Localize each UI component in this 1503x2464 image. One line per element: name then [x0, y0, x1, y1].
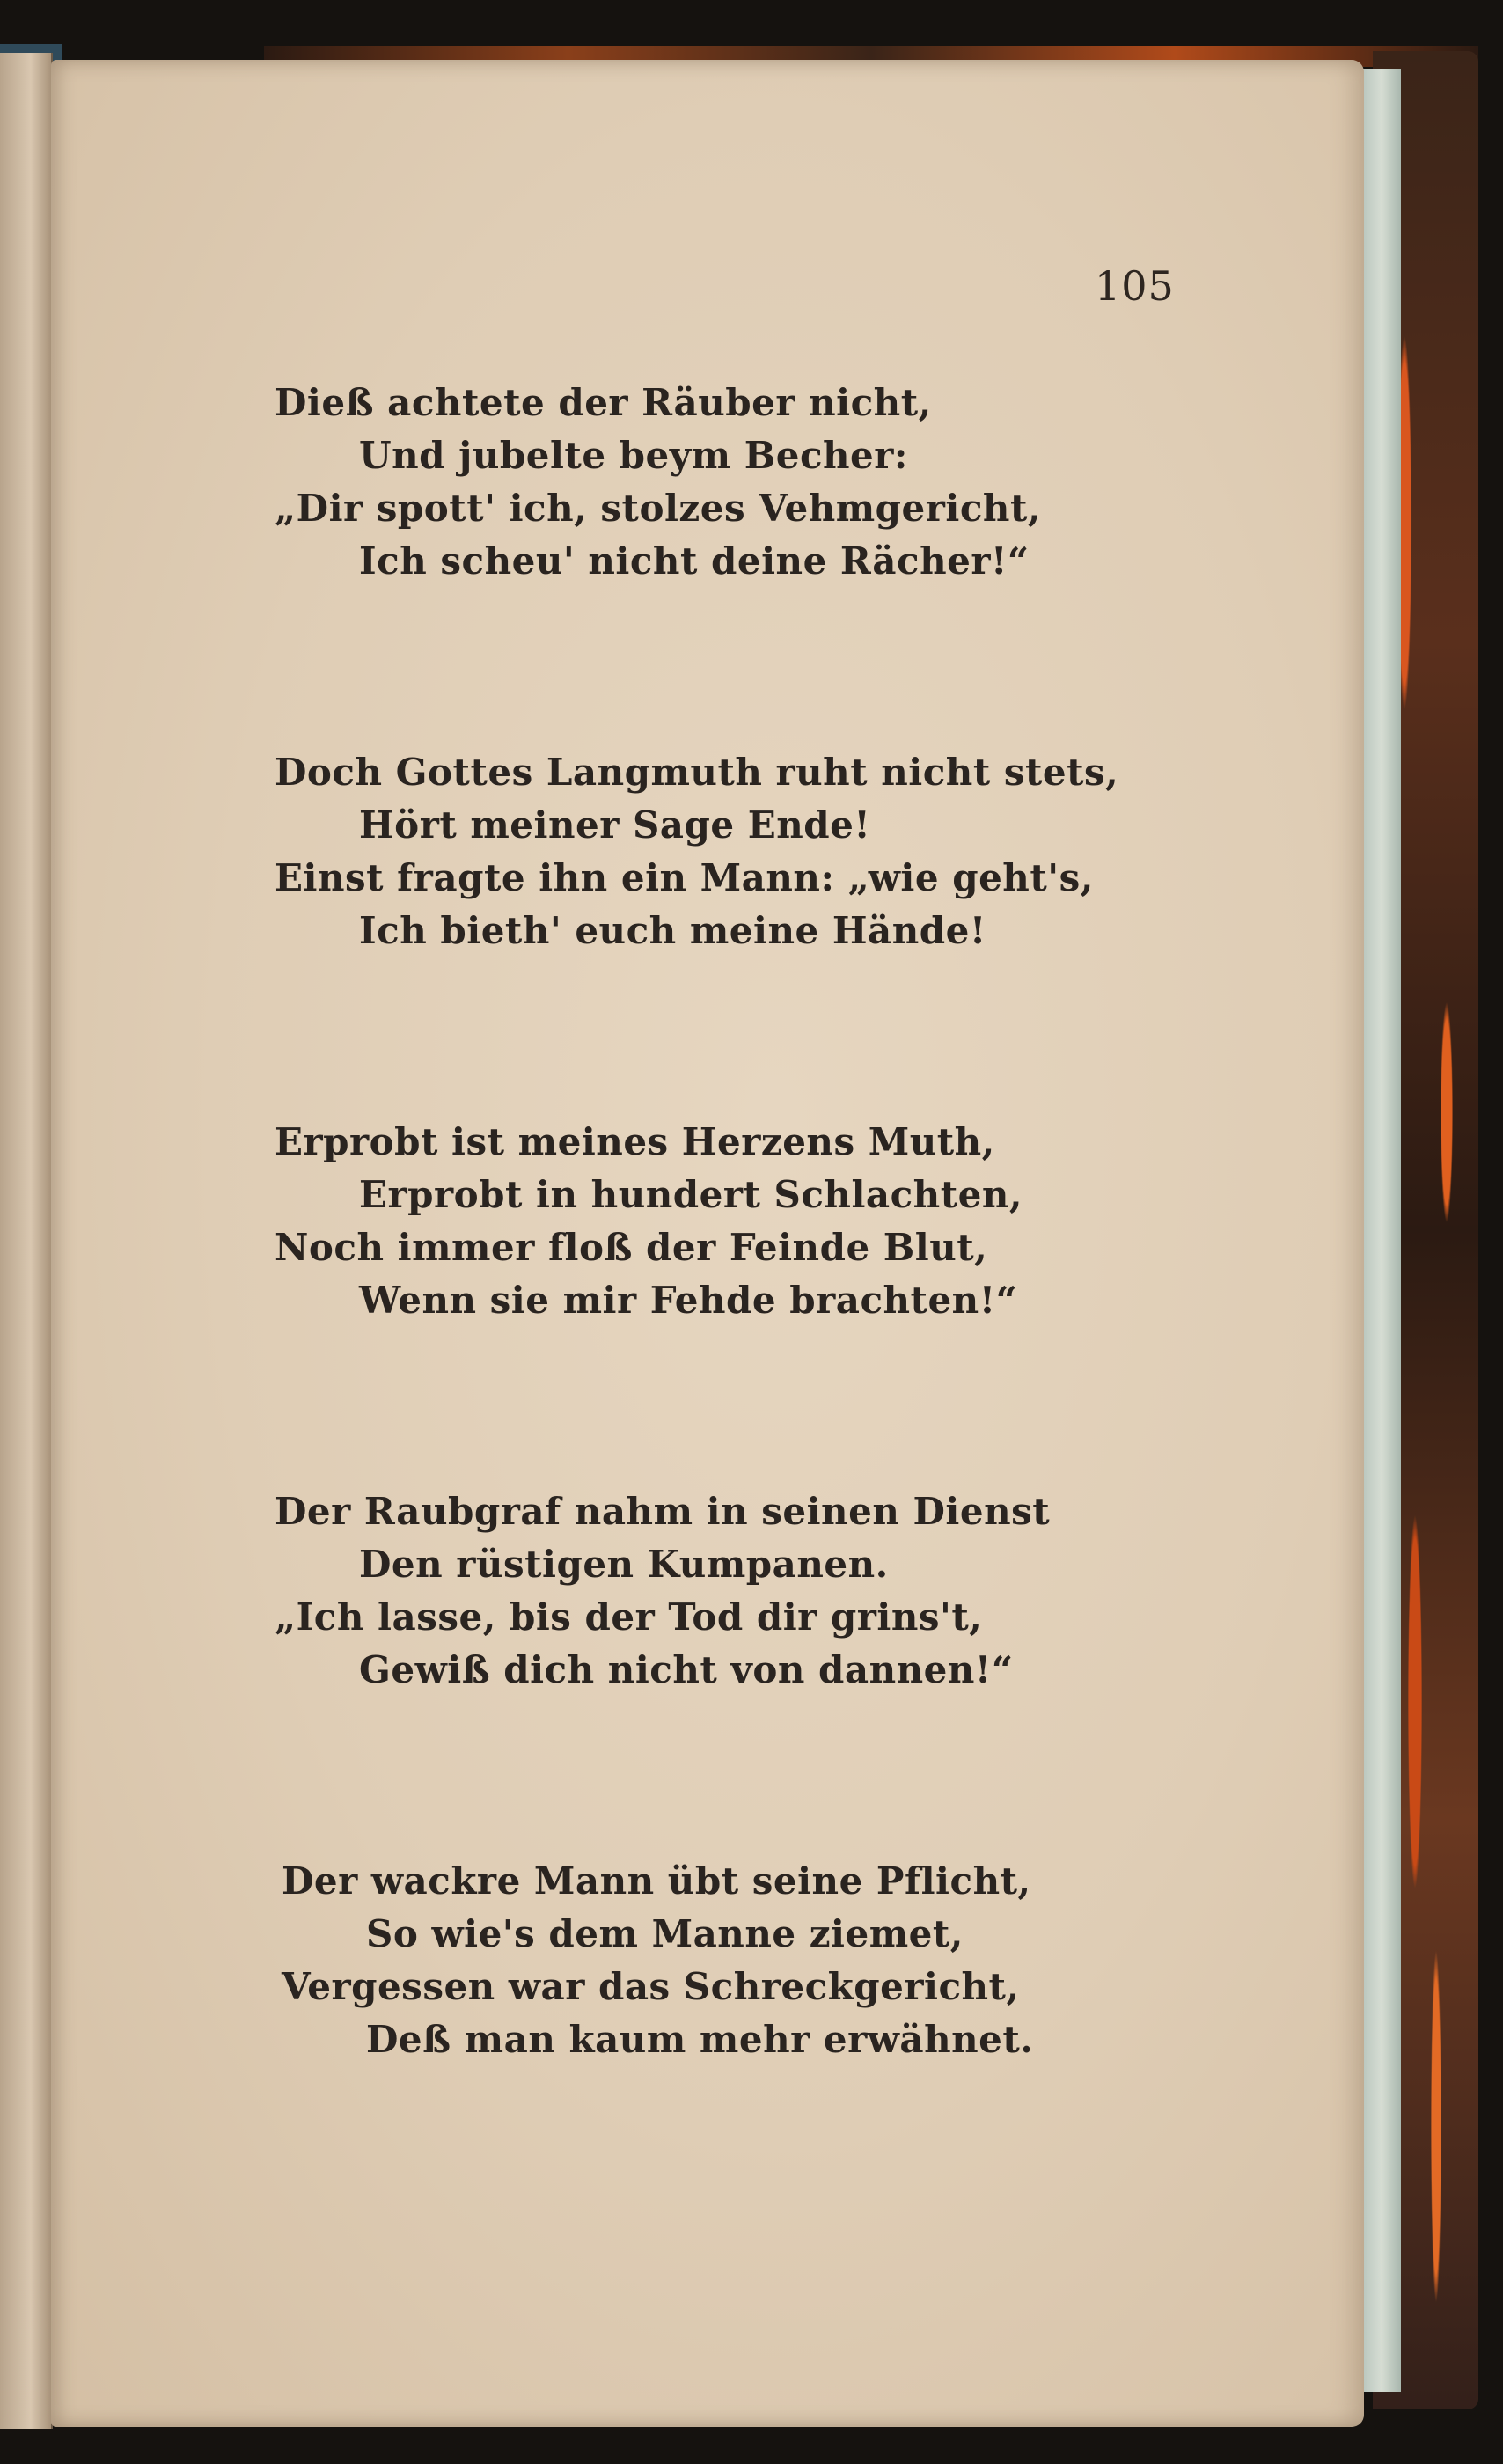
- verse-line: Der wackre Mann übt seine Pflicht,: [282, 1859, 1031, 1903]
- verse-line: Wenn sie mir Fehde brachten!“: [359, 1279, 1018, 1322]
- verse-line: So wie's dem Manne ziemet,: [366, 1912, 964, 1955]
- verse-line: Erprobt in hundert Schlachten,: [359, 1173, 1023, 1216]
- verse-line: Ich bieth' euch meine Hände!: [359, 909, 986, 952]
- verse-line: Doch Gottes Langmuth ruht nicht stets,: [275, 751, 1119, 794]
- page-block-edge: [1362, 69, 1401, 2392]
- verse-line: Erprobt ist meines Herzens Muth,: [275, 1120, 995, 1163]
- verse-line: Vergessen war das Schreckgericht,: [282, 1965, 1020, 2008]
- stanza-4: [275, 1485, 1050, 1697]
- stanza-2: [275, 746, 1118, 957]
- verse-line: „Dir spott' ich, stolzes Vehmgericht,: [275, 487, 1041, 530]
- verse-line: Hört meiner Sage Ende!: [359, 803, 871, 847]
- verse-line: Dieß achtete der Räuber nicht,: [275, 381, 932, 424]
- verse-line: Der Raubgraf nahm in seinen Dienst: [275, 1490, 1051, 1533]
- verse-line: Einst fragte ihn ein Mann: „wie geht's,: [275, 856, 1094, 899]
- verse-line: Deß man kaum mehr erwähnet.: [366, 2018, 1034, 2061]
- verse-line: Ich scheu' nicht deine Rächer!“: [359, 539, 1030, 583]
- verse-line: „Ich lasse, bis der Tod dir grins't,: [275, 1595, 983, 1639]
- stanza-5: [282, 1855, 1033, 2066]
- verse-line: Und jubelte beym Becher:: [359, 434, 908, 477]
- left-page-edge: [0, 53, 53, 2429]
- verse-line: Noch immer floß der Feinde Blut,: [275, 1226, 988, 1269]
- page-number: 105: [1095, 262, 1175, 310]
- stanza-3: [275, 1116, 1023, 1327]
- stanza-1: [275, 377, 1041, 588]
- verse-line: Den rüstigen Kumpanen.: [359, 1543, 889, 1586]
- verse-line: Gewiß dich nicht von dannen!“: [359, 1648, 1014, 1691]
